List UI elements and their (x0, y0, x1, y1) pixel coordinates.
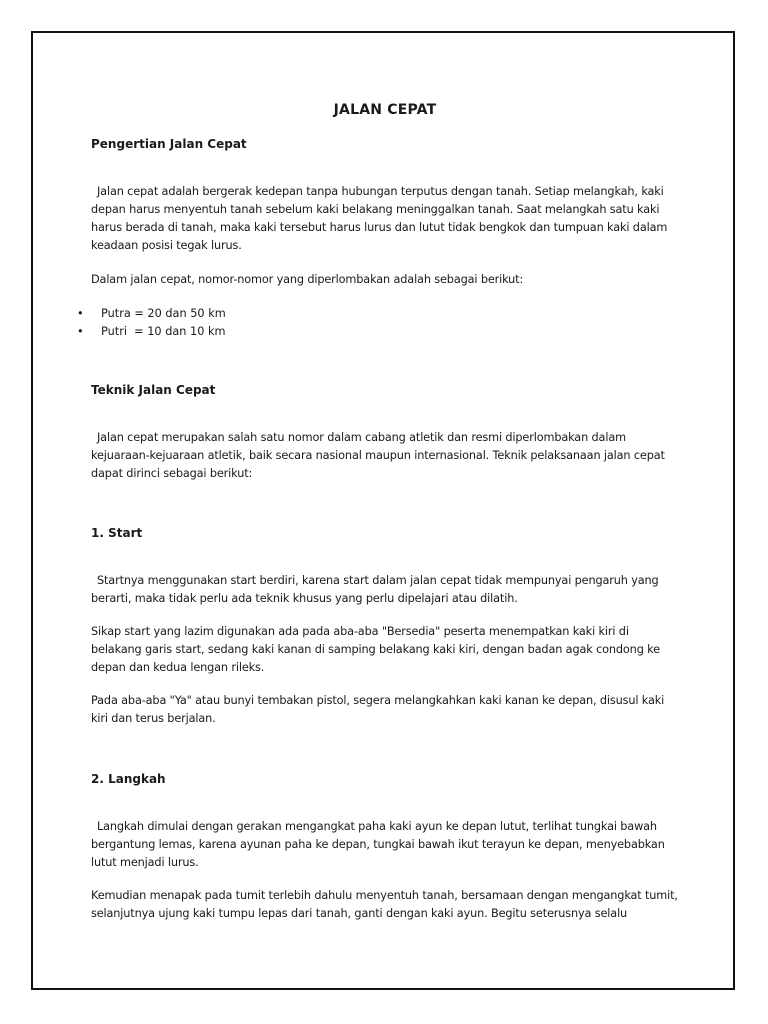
paragraph-start-2: Sikap start yang lazim digunakan ada pada aba-aba "Bersedia" peserta menempatkan kaki kiri di belakang garis start, sedang kaki kanan di samping belakang kaki kiri, dengan badan agak condong ke depan dan kedua lengan rileks. (91, 625, 660, 674)
list-item: • Putra = 20 dan 50 km (77, 305, 226, 323)
section-heading-teknik: Teknik Jalan Cepat (91, 383, 216, 397)
bullet-icon: • (77, 307, 84, 320)
list-item: • Putri = 10 dan 10 km (77, 323, 226, 341)
paragraph-start-3: Pada aba-aba "Ya" atau bunyi tembakan pistol, segera melangkahkan kaki kanan ke depan, disusul kaki kiri dan terus berjalan. (91, 694, 665, 725)
paragraph-definition: Jalan cepat adalah bergerak kedepan tanpa hubungan terputus dengan tanah. Setiap melangkah, kaki depan harus menyentuh tanah sebelum kaki belakang meninggalkan tanah. Saat melangkah satu kaki harus berada di tanah, maka kaki tersebut harus lurus dan lutut tidak bengkok dan tumpuan kaki dalam keadaan posisi tegak lurus. (91, 185, 668, 252)
section-heading-start: 1. Start (91, 526, 143, 540)
paragraph-technique: Jalan cepat merupakan salah satu nomor dalam cabang atletik dan resmi diperlombakan dalam kejuaraan-kejuaraan atletik, baik secara nasional maupun internasional. Teknik pelaksanaan jalan cepat dapat dirinci sebagai berikut: (91, 431, 665, 480)
paragraph-start-1: Startnya menggunakan start berdiri, karena start dalam jalan cepat tidak mempunyai pengaruh yang berarti, maka tidak perlu ada teknik khusus yang perlu dipelajari atau dilatih. (91, 574, 659, 605)
section-heading-langkah: 2. Langkah (91, 772, 166, 786)
document-title: JALAN CEPAT (333, 102, 437, 118)
events-list (77, 305, 226, 341)
paragraph-langkah-1: Langkah dimulai dengan gerakan mengangkat paha kaki ayun ke depan lutut, terlihat tungkai bawah bergantung lemas, karena ayunan paha ke depan, tungkai bawah ikut terayun ke depan, menyebabkan lutut menjadi lurus. (91, 820, 665, 869)
section-heading-pengertian: Pengertian Jalan Cepat (91, 137, 247, 151)
document-page (31, 31, 735, 990)
paragraph-events-intro: Dalam jalan cepat, nomor-nomor yang diperlombakan adalah sebagai berikut: (91, 273, 524, 286)
bullet-icon: • (77, 325, 84, 338)
paragraph-langkah-2: Kemudian menapak pada tumit terlebih dahulu menyentuh tanah, bersamaan dengan mengangkat tumit, selanjutnya ujung kaki tumpu lepas dari tanah, ganti dengan kaki ayun. Begitu seterusnya selalu (91, 889, 678, 920)
